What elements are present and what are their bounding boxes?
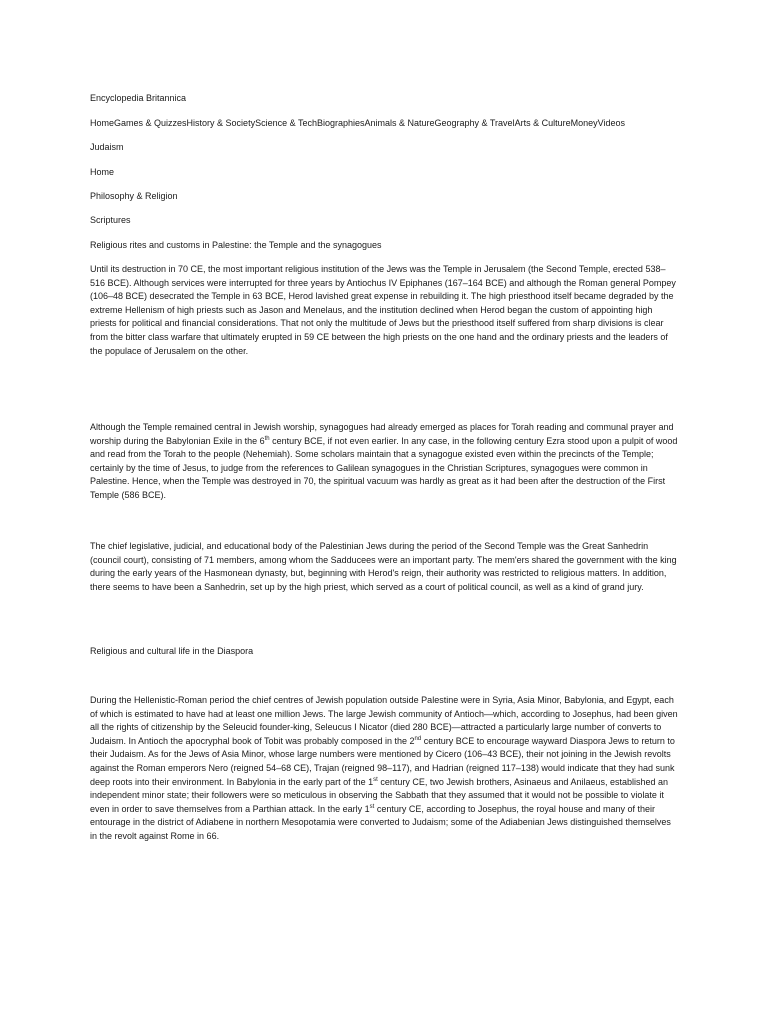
paragraph-sanhedrin: The chief legislative, judicial, and educational body of the Palestinian Jews during the period of the Second Temple was the Great Sanhedrin (council court), consisting of 71 members, among whom the Sadducees were an important party. The mem'ers shared the government with the king during the early years of the Hasmonean dynasty, but, beginning with Herod's reign, their authority was restricted to religious matters. In addition, there seems to have been a Sanhedrin, set up by the high priest, which served as a court of political council, as well as a kind of grand jury. [90, 541, 677, 592]
nav-item-biographies[interactable]: Biographies [316, 118, 365, 128]
nav-item-animals-nature[interactable]: Animals & Nature [364, 118, 435, 128]
site-name[interactable]: Encyclopedia Britannica [90, 93, 187, 103]
superscript: nd [414, 735, 422, 742]
paragraph-text: During the Hellenistic-Roman period the chief centres of Jewish population outside Palestine were in Syria, Asia Minor, Babylonia, and Egypt, each of which is estimated to have had at least one million Jews. The large Jewish community of Antioch—which, according to Josephus, had been given all the rights of citizenship by the Seleucid founder-king, Seleucus I Nicator (died 280 BCE)—attracted a particularly large number of converts to Judaism. In Antioch the apocryphal book of Tobit was probably composed in the 2 [90, 695, 678, 746]
breadcrumb-subcategory[interactable]: Scriptures [90, 215, 131, 225]
main-nav [90, 117, 625, 131]
superscript: th [264, 435, 270, 442]
paragraph-temple: Until its destruction in 70 CE, the most important religious institution of the Jews was the Temple in Jerusalem (the Second Temple, erected 538–516 BCE). Although services were interrupted for three years by Antiochus IV Epiphanes (167–164 BCE) and although the Roman general Pompey (106–48 BCE) desecrated the Temple in 63 BCE, Herod lavished great expense in rebuilding it. The high priesthood itself became degraded by the extreme Hellenism of high priests such as Jason and Menelaus, and the institution declined when Herod began the custom of appointing high priests for political and financial considerations. That not only the multitude of Jews but the priesthood itself suffered from sharp divisions is clear from the bitter class warfare that ultimately erupted in 59 CE between the high priests on the one hand and the ordinary priests and the leaders of the populace of Jerusalem on the other. [90, 264, 676, 356]
breadcrumb-category[interactable]: Philosophy & Religion [90, 191, 178, 201]
paragraph-text: century CE, two Jewish brothers, Asinaeus and Anilaeus, established an independent minor state; their followers were so meticulous in observing the Sabbath that they assumed that it would not be possible to violate it even in order to save themselves from a Parthian attack. In the early 1 [90, 776, 669, 814]
section-heading-temple: Religious rites and customs in Palestine: the Temple and the synagogues [90, 240, 382, 250]
nav-item-home[interactable]: Home [90, 118, 115, 128]
paragraph-text: century BCE to encourage wayward Diaspora Jews to return to their Judaism. As for the Jews of Asia Minor, whose large numbers were mentioned by Cicero (106–43 BCE), their not joining in the Jewish revolts against the Roman emperors Nero (reigned 54–68 CE), Trajan (reigned 98–117), and Hadrian (reigned 117–138) would indicate that they had sunk deep roots into their environment. In Babylonia in the early part of the 1 [90, 735, 675, 787]
paragraph-text: Although the Temple remained central in Jewish worship, synagogues had already emerged as places for Torah reading and communal prayer and worship during the Babylonian Exile in the 6 [90, 422, 674, 446]
nav-item-games-quizzes[interactable]: Games & Quizzes [114, 118, 187, 128]
breadcrumb-home[interactable]: Home [90, 167, 115, 177]
nav-item-geography-travel[interactable]: Geography & Travel [434, 118, 515, 128]
superscript: st [369, 803, 375, 810]
paragraph-text: century CE, according to Josephus, the royal house and many of their entourage in the district of Adiabene in northern Mesopotamia were converted to Judaism; some of the Adiabenian Jews distinguished themselves in the revolt against Rome in 66. [90, 803, 671, 841]
paragraph-text: century BCE, if not even earlier. In any case, in the following century Ezra stood upon a pulpit of wood and read from the Torah to the people (Nehemiah). Some scholars maintain that a synagogue existed even within the precincts of the Temple; certainly by the time of Jesus, to judge from the references to Galilean synagogues in the Christian Scriptures, synagogues were common in Palestine. Hence, when the Temple was destroyed in 70, the spiritual vacuum was hardly as great as it had been after the destruction of the First Temple (586 BCE). [90, 435, 678, 500]
nav-item-videos[interactable]: Videos [597, 118, 625, 128]
paragraph-diaspora [90, 694, 678, 844]
superscript: st [373, 776, 378, 783]
page-topic-title: Judaism [90, 142, 124, 152]
nav-item-science-tech[interactable]: Science & Tech [255, 118, 317, 128]
nav-item-arts-culture[interactable]: Arts & Culture [514, 118, 571, 128]
paragraph-synagogues [90, 421, 678, 503]
nav-item-history-society[interactable]: History & Society [186, 118, 256, 128]
nav-item-money[interactable]: Money [570, 118, 598, 128]
section-heading-diaspora: Religious and cultural life in the Diaspora [90, 646, 254, 656]
